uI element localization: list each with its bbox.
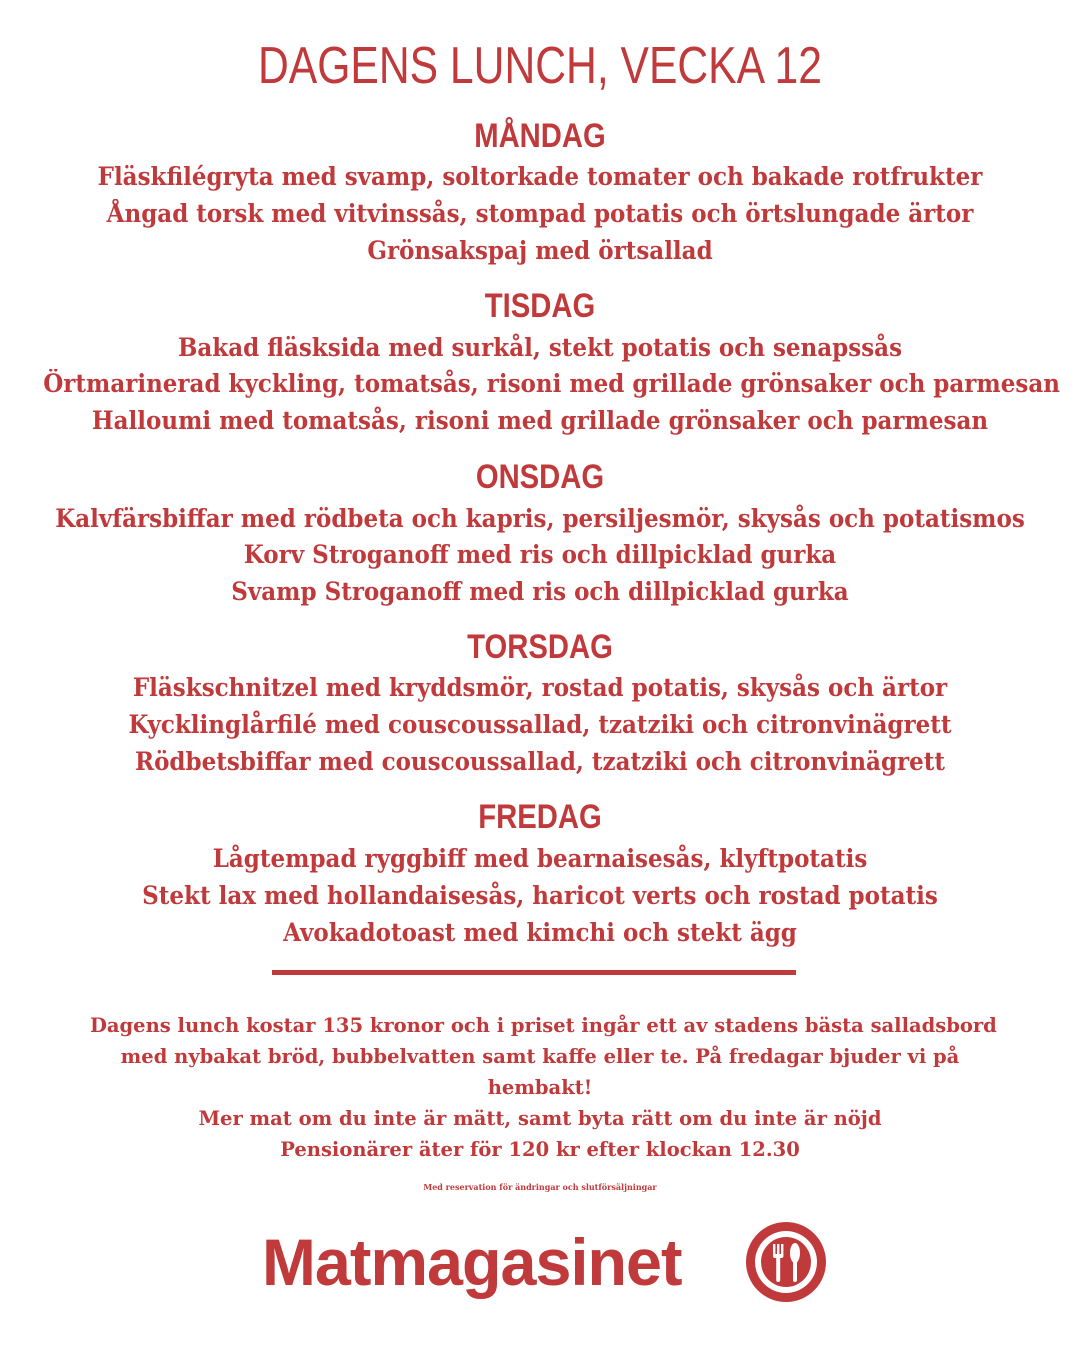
info-block <box>90 1010 997 1165</box>
dish-item: Svamp Stroganoff med ris och dillpicklad gurka <box>231 577 849 606</box>
info-line-pensioners: Pensionärer äter för 120 kr efter klockan 12.30 <box>280 1138 800 1161</box>
dish-item: Fläskschnitzel med kryddsmör, rostad potatis, skysås och ärtor <box>132 673 948 702</box>
dish-item: Kalvfärsbiffar med rödbeta och kapris, persiljesmör, skysås och potatismos <box>55 504 1025 533</box>
dish-item: Lågtempad ryggbiff med bearnaisesås, klyftpotatis <box>212 844 868 873</box>
day-heading-tuesday: TISDAG <box>484 287 596 325</box>
day-heading-friday: FREDAG <box>478 798 602 836</box>
dish-item: Bakad fläsksida med surkål, stekt potatis och senapssås <box>177 333 903 362</box>
divider <box>272 970 796 975</box>
dish-item: Halloumi med tomatsås, risoni med grillade grönsaker och parmesan <box>91 406 989 435</box>
dish-item: Stekt lax med hollandaisesås, haricot verts och rostad potatis <box>142 881 938 910</box>
dish-item: Ångad torsk med vitvinssås, stompad potatis och örtslungade ärtor <box>106 199 974 228</box>
brand-logo <box>262 1216 842 1308</box>
brand-name: Matmagasinet <box>262 1225 682 1299</box>
dish-item: Örtmarinerad kyckling, tomatsås, risoni med grillade grönsaker och parmesan <box>43 369 1060 398</box>
page-title: DAGENS LUNCH, VECKA 12 <box>258 37 822 95</box>
dish-item: Kycklinglårfilé med couscoussallad, tzatziki och citronvinägrett <box>128 710 952 739</box>
day-heading-wednesday: ONSDAG <box>475 458 605 496</box>
dish-item: Fläskfilégryta med svamp, soltorkade tomater och bakade rotfrukter <box>97 162 983 191</box>
day-heading-monday: MÅNDAG <box>474 117 606 155</box>
info-line-homebaked: hembakt! <box>487 1076 593 1099</box>
info-line-more-food: Mer mat om du inte är mätt, samt byta rätt om du inte är nöjd <box>198 1107 882 1130</box>
dish-item: Rödbetsbiffar med couscoussallad, tzatziki och citronvinägrett <box>134 747 946 776</box>
dish-item: Grönsakspaj med örtsallad <box>367 236 713 265</box>
disclaimer: Med reservation för ändringar och slutförsäljningar <box>423 1182 657 1192</box>
dish-item: Avokadotoast med kimchi och stekt ägg <box>283 918 797 947</box>
info-line-includes: med nybakat bröd, bubbelvatten samt kaffe eller te. På fredagar bjuder vi på <box>120 1045 960 1068</box>
day-heading-thursday: TORSDAG <box>467 628 613 666</box>
plate-fork-knife-icon <box>744 1220 828 1304</box>
info-line-price: Dagens lunch kostar 135 kronor och i priset ingår ett av stadens bästa salladsbord <box>90 1014 997 1037</box>
dish-item: Korv Stroganoff med ris och dillpicklad gurka <box>243 540 837 569</box>
